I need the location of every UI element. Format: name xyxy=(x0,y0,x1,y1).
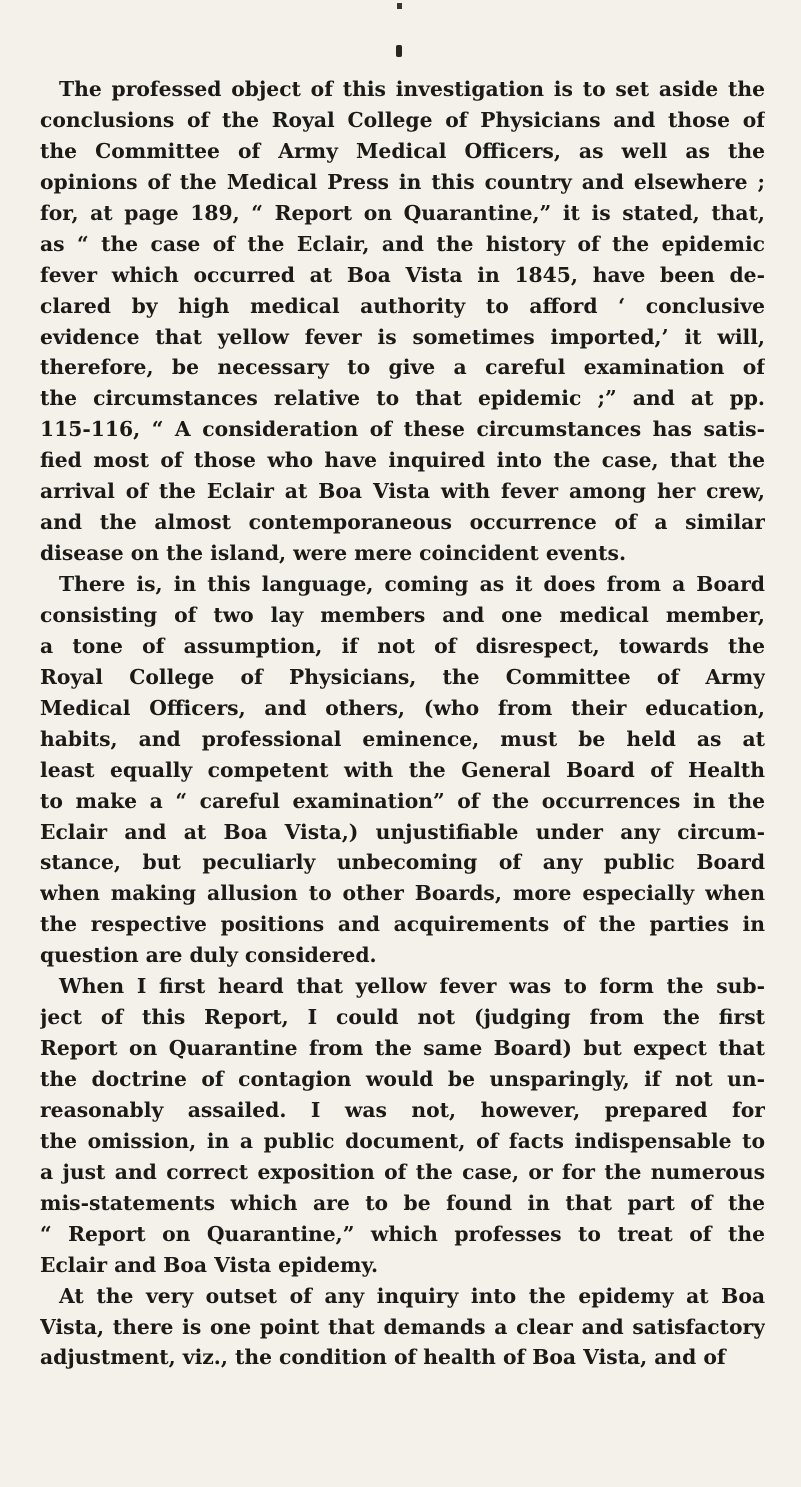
text-line: stance, but peculiarly unbecoming of any public Board xyxy=(40,850,765,875)
text-line: when making allusion to other Boards, more especially when xyxy=(40,881,765,906)
text-line: evidence that yellow fever is sometimes imported,’ it will, xyxy=(40,324,765,349)
text-line: reasonably assailed. I was not, however, prepared for xyxy=(40,1097,765,1122)
text-line: least equally competent with the General Board of Health xyxy=(40,757,765,782)
text-line: therefore, be necessary to give a careful examination of xyxy=(40,355,765,380)
text-line: question are duly considered. xyxy=(40,943,377,968)
page-mark-bar xyxy=(397,3,402,9)
text-line: the Committee of Army Medical Officers, as well as the xyxy=(40,138,765,163)
paragraph xyxy=(40,74,765,569)
text-line: the respective positions and acquirements of the parties in xyxy=(40,912,765,937)
text-line: Report on Quarantine from the same Board) but expect that xyxy=(40,1036,765,1061)
text-line: Eclair and at Boa Vista,) unjustifiable under any circum- xyxy=(40,819,765,844)
text-line: At the very outset of any inquiry into the epidemy at Boa xyxy=(59,1283,765,1308)
paragraph xyxy=(40,1281,765,1374)
page-mark-dot xyxy=(396,45,402,57)
text-line: a just and correct exposition of the case, or for the numerous xyxy=(40,1159,765,1184)
text-line: The professed object of this investigation is to set aside the xyxy=(59,77,765,101)
text-line: adjustment, viz., the condition of health of Boa Vista, and of xyxy=(40,1345,726,1370)
text-line: Vista, there is one point that demands a clear and satisfactory xyxy=(40,1314,765,1339)
text-line: “ Report on Quarantine,” which professes to treat of the xyxy=(40,1221,765,1246)
paragraph xyxy=(40,971,765,1280)
paragraph xyxy=(40,569,765,971)
text-line: for, at page 189, “ Report on Quarantine,” it is stated, that, xyxy=(40,200,765,225)
text-line: and the almost contemporaneous occurrence of a similar xyxy=(40,510,765,535)
text-line: a tone of assumption, if not of disrespect, towards the xyxy=(40,633,765,658)
text-line: the omission, in a public document, of facts indispensable to xyxy=(40,1128,765,1153)
text-line: to make a “ careful examination” of the occurrences in the xyxy=(40,788,765,813)
text-line: When I first heard that yellow fever was to form the sub- xyxy=(59,974,765,999)
text-line: Medical Officers, and others, (who from their education, xyxy=(40,695,765,720)
text-line: habits, and professional eminence, must be held as at xyxy=(40,726,765,751)
text-line: fever which occurred at Boa Vista in 1845, have been de- xyxy=(40,262,765,287)
text-line: Royal College of Physicians, the Committee of Army xyxy=(40,664,765,689)
text-line: There is, in this language, coming as it does from a Board xyxy=(59,572,765,596)
text-line: opinions of the Medical Press in this country and elsewhere ; xyxy=(40,169,765,194)
text-line: the doctrine of contagion would be unsparingly, if not un- xyxy=(40,1067,765,1091)
page-mark xyxy=(394,3,404,61)
text-line: as “ the case of the Eclair, and the history of the epidemic xyxy=(40,231,765,256)
text-line: conclusions of the Royal College of Physicians and those of xyxy=(40,107,765,132)
text-line: disease on the island, were mere coincident events. xyxy=(40,541,627,566)
text-line: mis-statements which are to be found in that part of the xyxy=(40,1190,765,1215)
body-text xyxy=(40,74,765,1373)
text-line: the circumstances relative to that epidemic ;” and at pp. xyxy=(40,386,765,411)
text-line: fied most of those who have inquired into the case, that the xyxy=(40,448,765,473)
text-line: 115-116, “ A consideration of these circumstances has satis- xyxy=(40,417,765,442)
text-line: Eclair and Boa Vista epidemy. xyxy=(40,1252,379,1277)
text-line: clared by high medical authority to afford ‘ conclusive xyxy=(40,293,765,318)
text-line: ject of this Report, I could not (judging from the first xyxy=(40,1005,765,1030)
text-line: arrival of the Eclair at Boa Vista with fever among her crew, xyxy=(40,479,765,504)
text-line: consisting of two lay members and one medical member, xyxy=(40,602,765,627)
